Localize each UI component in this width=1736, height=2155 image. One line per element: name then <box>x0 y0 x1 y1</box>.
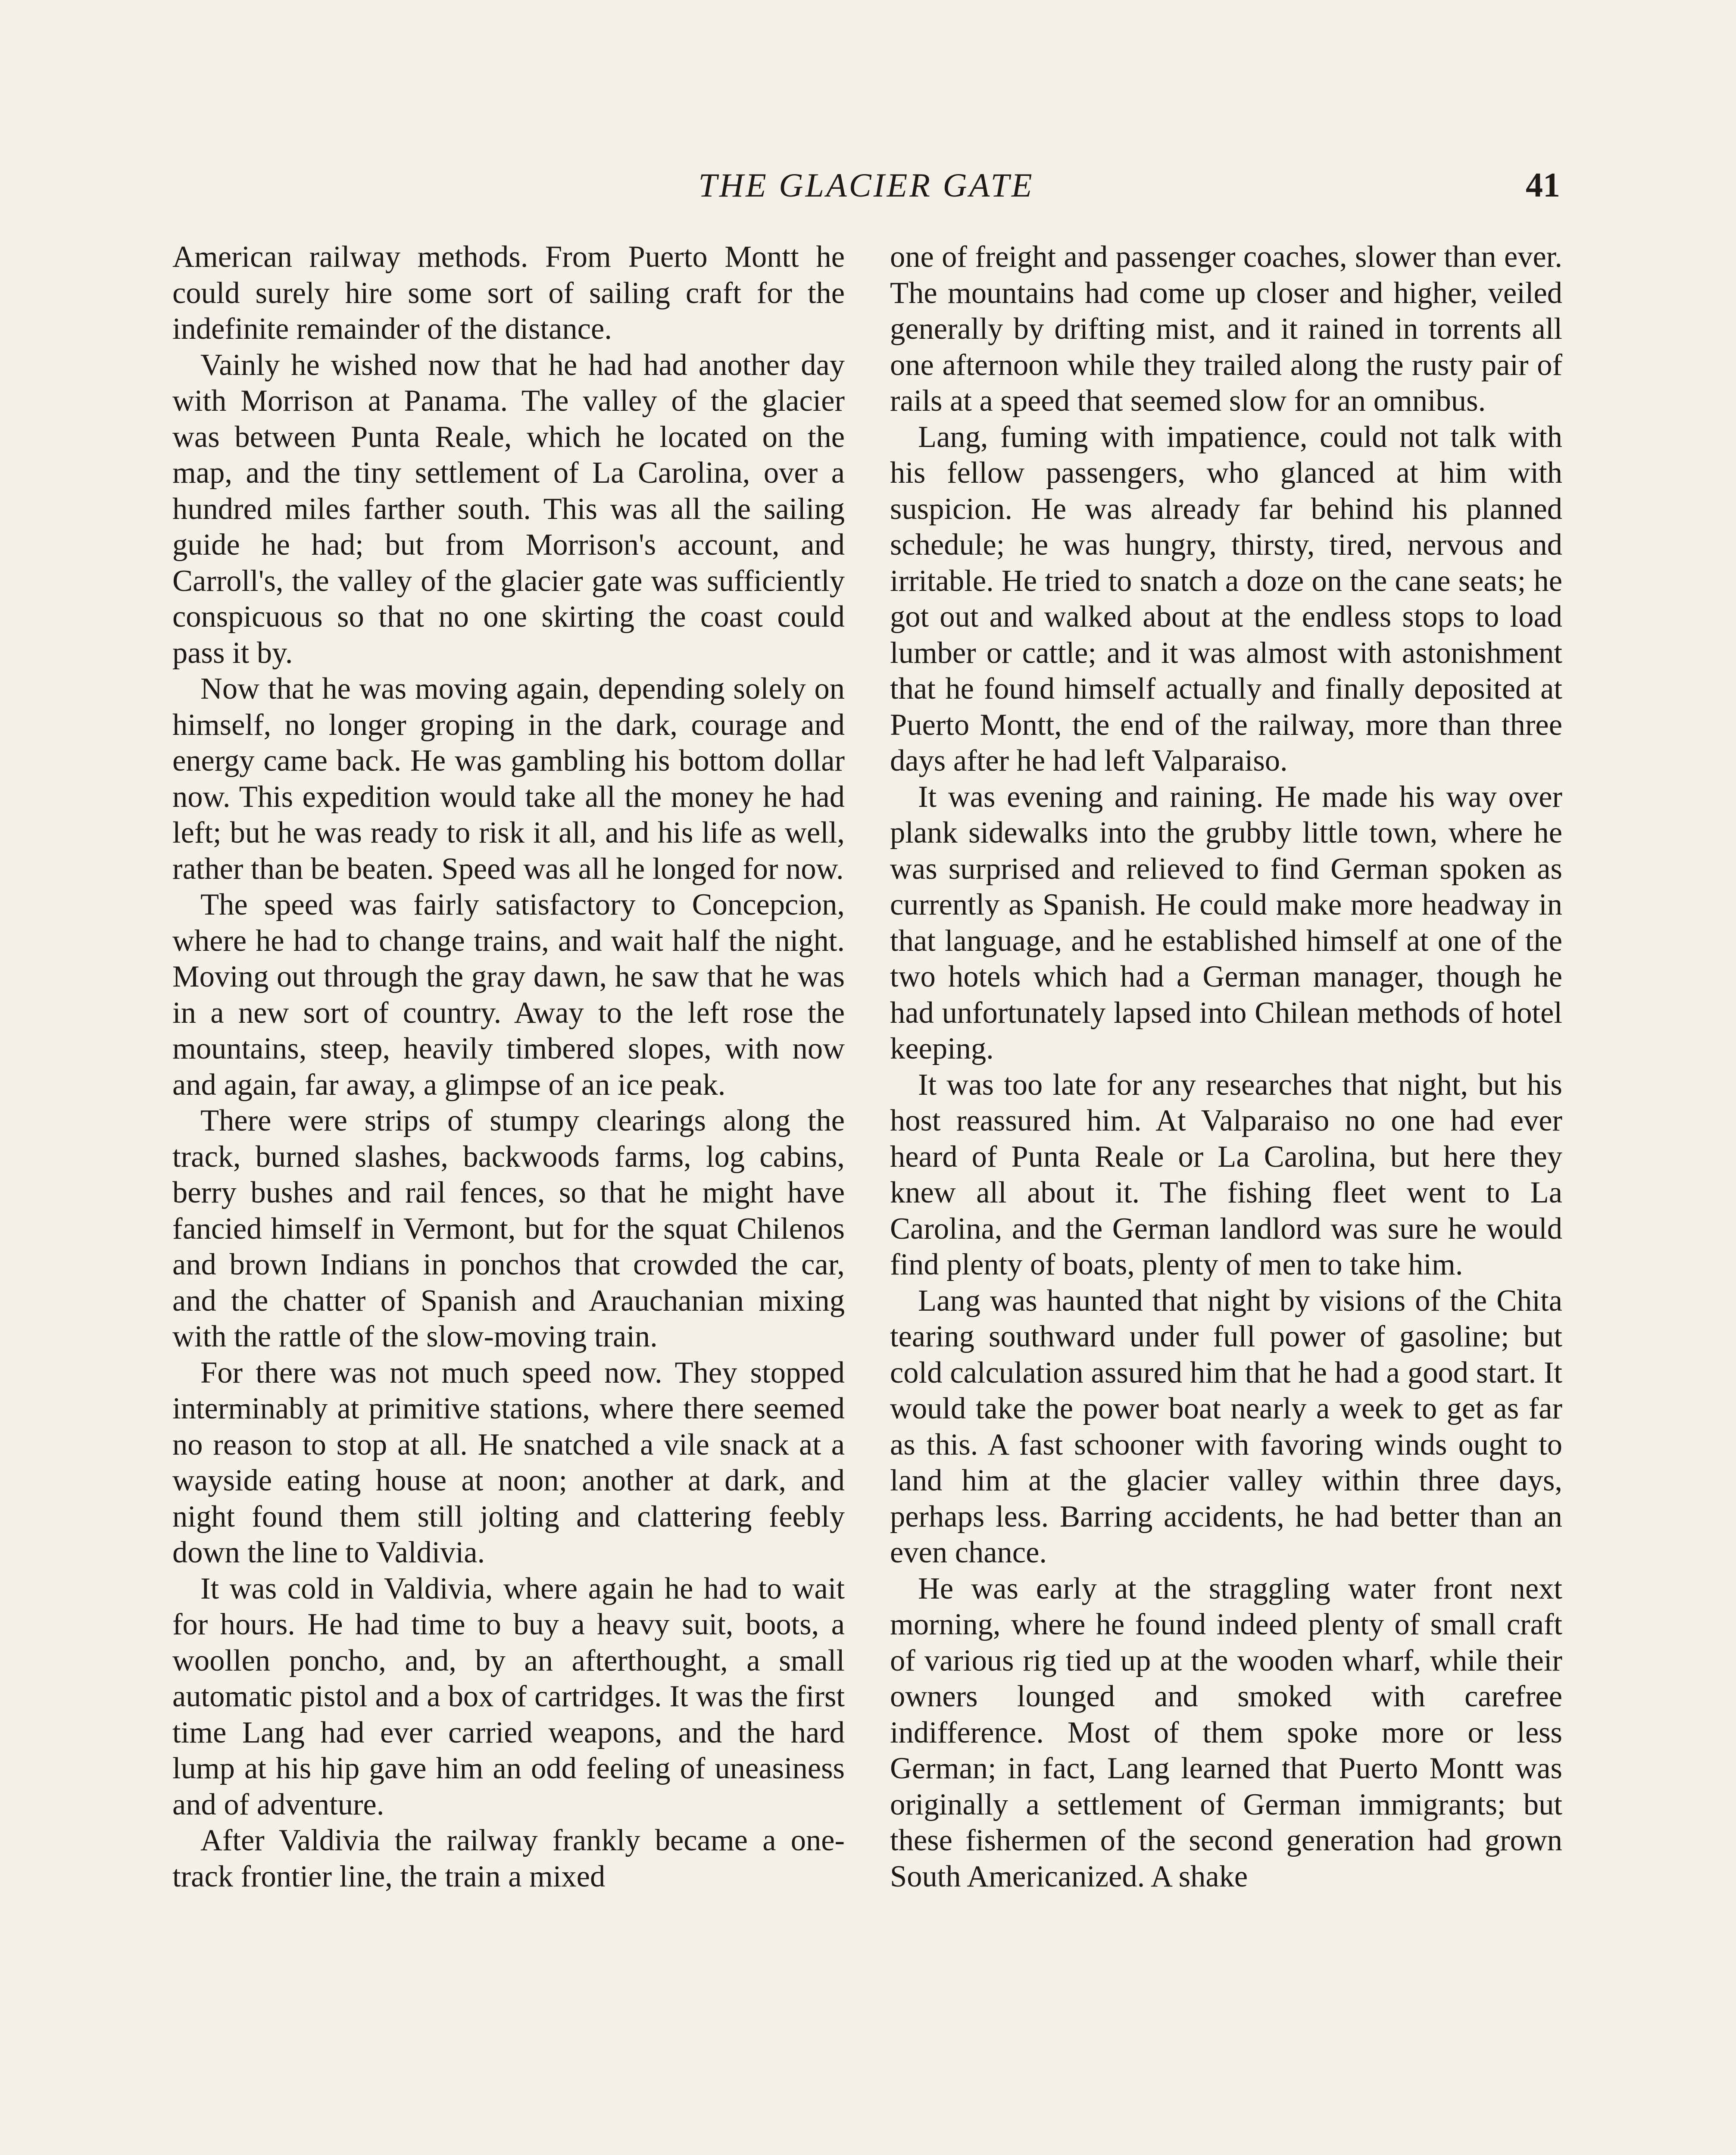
paragraph: It was cold in Valdivia, where again he had to wait for hours. He had time to buy a heavy suit, boots, a woollen poncho, and, by an afterthought, a small automatic pistol and a box of cartridges. It was the first time Lang had ever carried weapons, and the hard lump at his hip gave him an odd feeling of uneasiness and of adventure. <box>172 1571 845 1821</box>
paragraph: Vainly he wished now that he had had another day with Morrison at Panama. The valley of the glacier was between Punta Reale, which he located on the map, and the tiny settlement of La Carolina, over a hundred miles farther south. This was all the sailing guide he had; but from Morrison's account, and Carroll's, the valley of the glacier gate was sufficiently conspicuous so that no one skirting the coast could pass it by. <box>172 348 845 670</box>
paragraph: Now that he was moving again, depending solely on himself, no longer groping in the dark, courage and energy came back. He was gambling his bottom dollar now. This expedition would take all the money he had left; but he was ready to risk it all, and his life as well, rather than be beaten. Speed was all he longed for now. <box>172 672 845 886</box>
page-header <box>172 162 1560 209</box>
paragraph: The speed was fairly satisfactory to Concepcion, where he had to change trains, and wait half the night. Moving out through the gray dawn, he saw that he was in a new sort of country. Away to the left rose the mountains, steep, heavily timbered slopes, with now and again, far away, a glimpse of an ice peak. <box>172 888 845 1102</box>
paragraph: one of freight and passenger coaches, slower than ever. The mountains had come up closer and higher, veiled generally by drifting mist, and it rained in torrents all one afternoon while they trailed along the rusty pair of rails at a speed that seemed slow for an omnibus. <box>890 240 1562 418</box>
running-title: THE GLACIER GATE <box>698 166 1034 204</box>
paragraph: Lang was haunted that night by visions of the Chita tearing southward under full power of gasoline; but cold calculation assured him that he had a good start. It would take the power boat nearly a week to get as far as this. A fast schooner with favoring winds ought to land him at the glacier valley within three days, perhaps less. Barring accidents, he had better than an even chance. <box>890 1284 1562 1569</box>
right-column <box>890 239 1562 1895</box>
paragraph: He was early at the straggling water front next morning, where he found indeed plenty of small craft of various rig tied up at the wooden wharf, while their owners lounged and smoked with carefree indifference. Most of them spoke more or less German; in fact, Lang learned that Puerto Montt was originally a settlement of German immigrants; but these fishermen of the second generation had grown South Americanized. A shake <box>890 1571 1562 1893</box>
left-column <box>172 239 845 1895</box>
paragraph: After Valdivia the railway frankly became a one-track frontier line, the train a mixed <box>172 1824 845 1893</box>
paragraph: There were strips of stumpy clearings along the track, burned slashes, backwoods farms, log cabins, berry bushes and rail fences, so that he might have fancied himself in Vermont, but for the squat Chilenos and brown Indians in ponchos that crowded the car, and the chatter of Spanish and Arauchanian mixing with the rattle of the slow-moving train. <box>172 1104 845 1353</box>
paragraph: For there was not much speed now. They stopped interminably at primitive stations, where there seemed no reason to stop at all. He snatched a vile snack at a wayside eating house at noon; another at dark, and night found them still jolting and clattering feebly down the line to Valdivia. <box>172 1355 845 1569</box>
paragraph: American railway methods. From Puerto Montt he could surely hire some sort of sailing craft for the indefinite remainder of the distance. <box>172 240 845 346</box>
page-number: 41 <box>1526 166 1560 204</box>
paragraph: It was evening and raining. He made his way over plank sidewalks into the grubby little town, where he was surprised and relieved to find German spoken as currently as Spanish. He could make more headway in that language, and he established himself at one of the two hotels which had a German manager, though he had unfortunately lapsed into Chilean methods of hotel keeping. <box>890 780 1562 1065</box>
paragraph: It was too late for any researches that night, but his host reassured him. At Valparaiso no one had ever heard of Punta Reale or La Carolina, but here they knew all about it. The fishing fleet went to La Carolina, and the German landlord was sure he would find plenty of boats, plenty of men to take him. <box>890 1068 1562 1281</box>
paragraph: Lang, fuming with impatience, could not talk with his fellow passengers, who glanced at him with suspicion. He was already far behind his planned schedule; he was hungry, thirsty, tired, nervous and irritable. He tried to snatch a doze on the cane seats; he got out and walked about at the endless stops to load lumber or cattle; and it was almost with astonishment that he found himself actually and finally deposited at Puerto Montt, the end of the railway, more than three days after he had left Valparaiso. <box>890 420 1562 778</box>
